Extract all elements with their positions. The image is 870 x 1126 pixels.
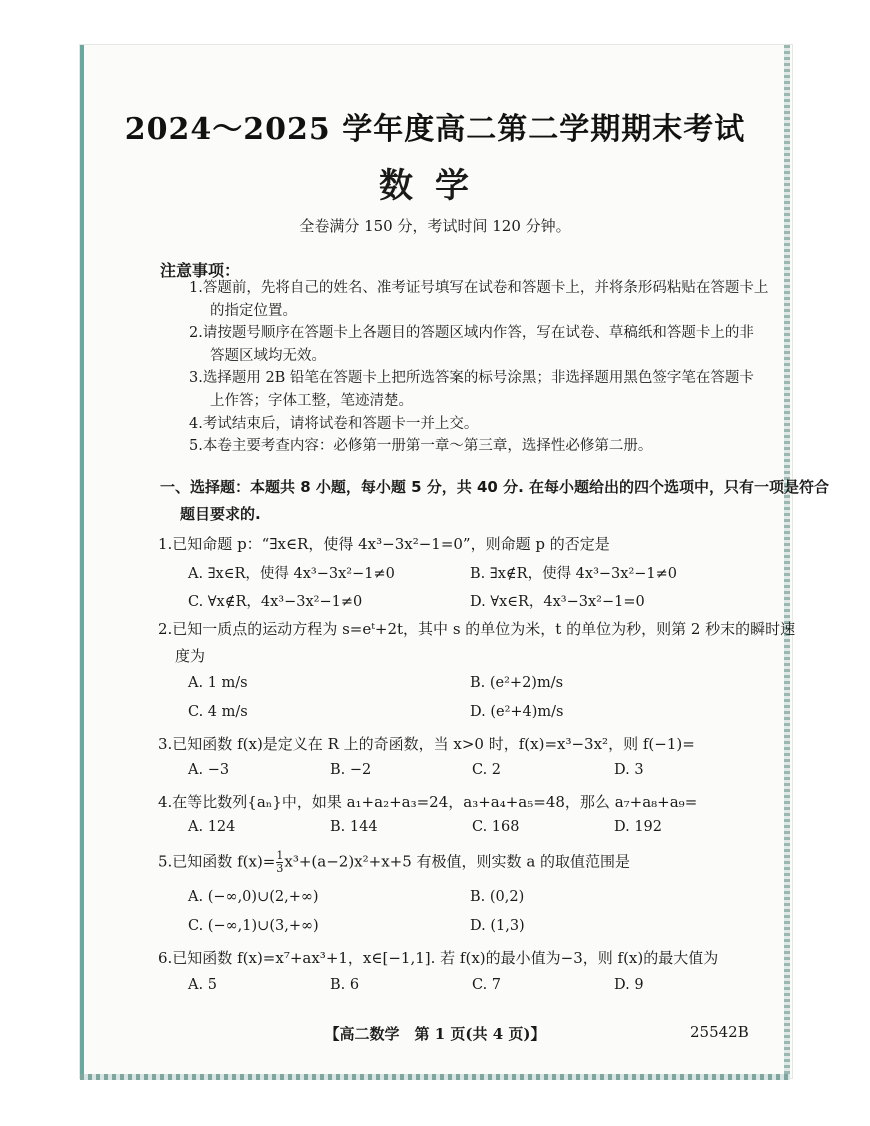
q6-option-b: B. 6 bbox=[330, 977, 360, 993]
paper-edge-bottom bbox=[80, 1074, 790, 1080]
notice-heading: 注意事项： bbox=[160, 261, 241, 280]
paper-code: 25542B bbox=[690, 1023, 749, 1041]
q4-option-b: B. 144 bbox=[330, 819, 378, 835]
q4-option-c: C. 168 bbox=[472, 819, 520, 835]
q4-option-d: D. 192 bbox=[614, 819, 663, 835]
section-heading-cont: 题目要求的. bbox=[180, 505, 261, 523]
exam-meta: 全卷满分 150 分，考试时间 120 分钟。 bbox=[299, 217, 571, 235]
q5-stem-post: x³+(a−2)x²+x+5 有极值，则实数 a 的取值范围是 bbox=[284, 852, 631, 871]
q6-option-d: D. 9 bbox=[614, 977, 644, 993]
question-5-stem bbox=[158, 850, 630, 875]
q5-option-a: A. (−∞,0)∪(2,+∞) bbox=[188, 889, 319, 905]
q1-option-a: A. ∃x∈R，使得 4x³−3x²−1≠0 bbox=[188, 566, 395, 582]
notice-line: 上作答；字体工整，笔迹清楚。 bbox=[210, 393, 413, 409]
fraction-numerator: 1 bbox=[276, 849, 284, 862]
exam-title: 2024～2025 学年度高二第二学期期末考试 bbox=[124, 112, 746, 147]
q3-option-c: C. 2 bbox=[472, 762, 502, 778]
q2-option-c: C. 4 m/s bbox=[188, 704, 248, 720]
q2-option-a: A. 1 m/s bbox=[188, 675, 248, 691]
section-heading: 一、选择题：本题共 8 小题，每小题 5 分，共 40 分. 在每小题给出的四个选项中，只有一项是符合 bbox=[160, 478, 830, 496]
fraction-denominator: 3 bbox=[276, 862, 284, 875]
q5-option-d: D. (1,3) bbox=[470, 918, 525, 934]
question-1-stem: 1.已知命题 p：“∃x∈R，使得 4x³−3x²−1=0”，则命题 p 的否定是 bbox=[158, 535, 610, 553]
notice-line: 1.答题前，先将自己的姓名、准考证号填写在试卷和答题卡上，并将条形码粘贴在答题卡上 bbox=[189, 280, 769, 296]
question-2-stem: 2.已知一质点的运动方程为 s=eᵗ+2t，其中 s 的单位为米，t 的单位为秒，则第 2 秒末的瞬时速 bbox=[158, 620, 796, 638]
fraction bbox=[276, 850, 283, 875]
q6-option-a: A. 5 bbox=[188, 977, 217, 993]
question-2-stem-cont: 度为 bbox=[175, 647, 206, 665]
notice-line: 的指定位置。 bbox=[210, 303, 297, 319]
q5-stem-pre: 5.已知函数 f(x)= bbox=[158, 852, 276, 871]
question-4-stem: 4.在等比数列{aₙ}中，如果 a₁+a₂+a₃=24，a₃+a₄+a₅=48，那么 a₇+a₈+a₉= bbox=[158, 793, 698, 811]
q6-option-c: C. 7 bbox=[472, 977, 502, 993]
q5-option-b: B. (0,2) bbox=[470, 889, 525, 905]
q2-option-d: D. (e²+4)m/s bbox=[470, 704, 564, 720]
q4-option-a: A. 124 bbox=[188, 819, 236, 835]
q3-option-d: D. 3 bbox=[614, 762, 644, 778]
notice-line: 5.本卷主要考查内容：必修第一册第一章～第三章，选择性必修第二册。 bbox=[189, 438, 653, 454]
q5-option-c: C. (−∞,1)∪(3,+∞) bbox=[188, 918, 319, 934]
q2-option-b: B. (e²+2)m/s bbox=[470, 675, 564, 691]
page-footer: 【高二数学 第 1 页(共 4 页)】 bbox=[324, 1025, 546, 1043]
q1-option-d: D. ∀x∈R，4x³−3x²−1=0 bbox=[470, 594, 645, 610]
q3-option-a: A. −3 bbox=[188, 762, 230, 778]
exam-subject: 数学 bbox=[379, 166, 491, 206]
q3-option-b: B. −2 bbox=[330, 762, 372, 778]
q1-option-b: B. ∃x∉R，使得 4x³−3x²−1≠0 bbox=[470, 566, 678, 582]
q1-option-c: C. ∀x∉R，4x³−3x²−1≠0 bbox=[188, 594, 363, 610]
notice-line: 3.选择题用 2B 铅笔在答题卡上把所选答案的标号涂黑；非选择题用黑色签字笔在答题卡 bbox=[189, 370, 754, 386]
notice-line: 答题区域均无效。 bbox=[210, 348, 326, 364]
question-3-stem: 3.已知函数 f(x)是定义在 R 上的奇函数，当 x>0 时，f(x)=x³−3x²，则 f(−1)= bbox=[158, 735, 695, 753]
notice-line: 2.请按题号顺序在答题卡上各题目的答题区域内作答，写在试卷、草稿纸和答题卡上的非 bbox=[189, 325, 754, 341]
notice-line: 4.考试结束后，请将试卷和答题卡一并上交。 bbox=[189, 416, 479, 432]
question-6-stem: 6.已知函数 f(x)=x⁷+ax³+1，x∈[−1,1]. 若 f(x)的最小值为−3，则 f(x)的最大值为 bbox=[158, 949, 719, 967]
